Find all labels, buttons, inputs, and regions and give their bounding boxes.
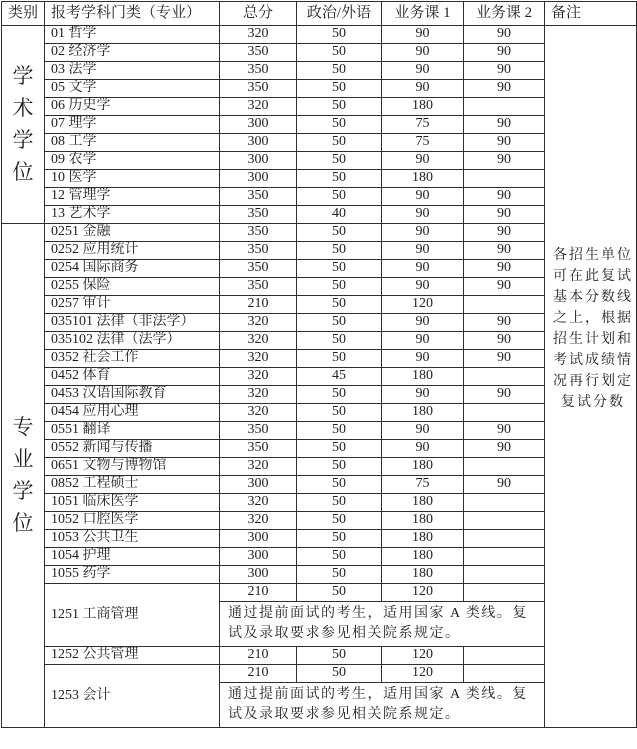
- major-cell: 1253 会计: [45, 665, 220, 728]
- course2-cell: [464, 296, 545, 314]
- politics-foreign-cell: 50: [297, 260, 382, 278]
- table-row: [2, 386, 637, 404]
- course2-cell: [464, 458, 545, 476]
- major-cell: 1251 工商管理: [45, 584, 220, 647]
- course1-cell: 75: [382, 116, 464, 134]
- course2-cell: 90: [464, 152, 545, 170]
- course1-cell: 75: [382, 134, 464, 152]
- total-cell: 320: [220, 404, 297, 422]
- politics-foreign-cell: 50: [297, 62, 382, 80]
- table-row: [2, 314, 637, 332]
- politics-foreign-cell: 50: [297, 170, 382, 188]
- course1-cell: 90: [382, 62, 464, 80]
- remark-line: 之上，根据: [553, 311, 633, 326]
- total-cell: 320: [220, 494, 297, 512]
- politics-foreign-cell: 50: [297, 98, 382, 116]
- total-cell: 300: [220, 530, 297, 548]
- politics-foreign-cell: 50: [297, 80, 382, 98]
- major-cell: 1052 口腔医学: [45, 512, 220, 530]
- remark-line: 招生计划和: [553, 332, 633, 347]
- course2-cell: 90: [464, 260, 545, 278]
- course2-cell: [464, 170, 545, 188]
- major-cell: 0651 文物与博物馆: [45, 458, 220, 476]
- table-row: [2, 458, 637, 476]
- total-cell: 320: [220, 368, 297, 386]
- course1-cell: 75: [382, 476, 464, 494]
- table-row: [2, 242, 637, 260]
- course2-cell: 90: [464, 26, 545, 44]
- major-cell: 1054 护理: [45, 548, 220, 566]
- table-row: [2, 566, 637, 584]
- remark-line: 可在此复试: [553, 269, 633, 284]
- course2-cell: [464, 98, 545, 116]
- course2-cell: [464, 548, 545, 566]
- course2-cell: [464, 647, 545, 665]
- politics-foreign-cell: 50: [297, 404, 382, 422]
- major-cell: 01 哲学: [45, 26, 220, 44]
- course2-cell: [464, 368, 545, 386]
- total-cell: 300: [220, 170, 297, 188]
- total-cell: 300: [220, 116, 297, 134]
- politics-foreign-cell: 50: [297, 278, 382, 296]
- category-char: 专: [12, 415, 34, 439]
- total-cell: 350: [220, 260, 297, 278]
- total-cell: 320: [220, 314, 297, 332]
- total-cell: 350: [220, 278, 297, 296]
- politics-foreign-cell: 50: [297, 530, 382, 548]
- table-row: [2, 647, 637, 665]
- table-row: [2, 296, 637, 314]
- politics-foreign-cell: 50: [297, 134, 382, 152]
- table-row: [2, 440, 637, 458]
- table-row: [2, 368, 637, 386]
- course1-cell: 180: [382, 548, 464, 566]
- major-cell: 05 文学: [45, 80, 220, 98]
- course1-cell: 180: [382, 566, 464, 584]
- total-cell: 300: [220, 566, 297, 584]
- total-cell: 320: [220, 386, 297, 404]
- total-cell: 320: [220, 458, 297, 476]
- major-cell: 10 医学: [45, 170, 220, 188]
- course2-cell: [464, 404, 545, 422]
- major-cell: 0852 工程硕士: [45, 476, 220, 494]
- major-cell: 13 艺术学: [45, 206, 220, 224]
- politics-foreign-cell: 50: [297, 44, 382, 62]
- major-cell: 03 法学: [45, 62, 220, 80]
- table-row: [2, 332, 637, 350]
- politics-foreign-cell: 50: [297, 224, 382, 242]
- table-row: [2, 476, 637, 494]
- table-row: [2, 665, 637, 683]
- course1-cell: 180: [382, 494, 464, 512]
- table-row: [2, 422, 637, 440]
- total-cell: 350: [220, 440, 297, 458]
- politics-foreign-cell: 40: [297, 206, 382, 224]
- category-cell: [2, 26, 45, 224]
- total-cell: 320: [220, 350, 297, 368]
- major-cell: 0252 应用统计: [45, 242, 220, 260]
- politics-foreign-cell: 50: [297, 386, 382, 404]
- major-cell: 02 经济学: [45, 44, 220, 62]
- politics-foreign-cell: 50: [297, 116, 382, 134]
- course2-cell: 90: [464, 116, 545, 134]
- column-header: 报考学科门类（专业）: [45, 2, 220, 26]
- header-row: [2, 2, 637, 26]
- remark-line: 基本分数线: [553, 290, 633, 305]
- total-cell: 210: [220, 296, 297, 314]
- politics-foreign-cell: 50: [297, 296, 382, 314]
- course1-cell: 90: [382, 26, 464, 44]
- course2-cell: 90: [464, 80, 545, 98]
- course2-cell: 90: [464, 332, 545, 350]
- major-cell: 0551 翻译: [45, 422, 220, 440]
- table-row: [2, 116, 637, 134]
- major-cell: 0255 保险: [45, 278, 220, 296]
- course2-cell: 90: [464, 134, 545, 152]
- course2-cell: [464, 494, 545, 512]
- politics-foreign-cell: 50: [297, 584, 382, 602]
- total-cell: 300: [220, 134, 297, 152]
- remarks-cell: [545, 26, 637, 728]
- major-cell: 1051 临床医学: [45, 494, 220, 512]
- major-cell: 0454 应用心理: [45, 404, 220, 422]
- score-table-body: [2, 26, 637, 728]
- total-cell: 300: [220, 152, 297, 170]
- politics-foreign-cell: 50: [297, 494, 382, 512]
- course1-cell: 180: [382, 170, 464, 188]
- course1-cell: 90: [382, 260, 464, 278]
- politics-foreign-cell: 50: [297, 26, 382, 44]
- table-row: [2, 152, 637, 170]
- total-cell: 210: [220, 584, 297, 602]
- politics-foreign-cell: 50: [297, 350, 382, 368]
- major-cell: 0453 汉语国际教育: [45, 386, 220, 404]
- table-row: [2, 350, 637, 368]
- course2-cell: [464, 512, 545, 530]
- column-header: 政治/外语: [297, 2, 382, 26]
- total-cell: 320: [220, 512, 297, 530]
- table-row: [2, 512, 637, 530]
- score-table: [1, 1, 637, 728]
- total-cell: 350: [220, 44, 297, 62]
- total-cell: 300: [220, 548, 297, 566]
- course2-cell: 90: [464, 62, 545, 80]
- remark-line: 各招生单位: [553, 248, 633, 263]
- prefetch-interview-note-cell: 通过提前面试的考生，适用国家 A 类线。复试及录取要求参见相关院系规定。: [220, 683, 545, 728]
- remark-line: 复试分数: [561, 395, 625, 410]
- politics-foreign-cell: 50: [297, 242, 382, 260]
- table-row: [2, 278, 637, 296]
- major-cell: 035101 法律（非法学）: [45, 314, 220, 332]
- course1-cell: 180: [382, 512, 464, 530]
- politics-foreign-cell: 50: [297, 566, 382, 584]
- course1-cell: 90: [382, 314, 464, 332]
- course1-cell: 180: [382, 368, 464, 386]
- major-cell: 09 农学: [45, 152, 220, 170]
- table-row: [2, 224, 637, 242]
- course2-cell: 90: [464, 224, 545, 242]
- course2-cell: 90: [464, 422, 545, 440]
- course1-cell: 90: [382, 206, 464, 224]
- course2-cell: 90: [464, 206, 545, 224]
- course2-cell: 90: [464, 440, 545, 458]
- politics-foreign-cell: 45: [297, 368, 382, 386]
- table-row: [2, 494, 637, 512]
- politics-foreign-cell: 50: [297, 422, 382, 440]
- course1-cell: 120: [382, 584, 464, 602]
- total-cell: 350: [220, 224, 297, 242]
- major-cell: 1053 公共卫生: [45, 530, 220, 548]
- major-cell: 06 历史学: [45, 98, 220, 116]
- category-char: 位: [12, 160, 34, 184]
- course2-cell: [464, 584, 545, 602]
- course1-cell: 90: [382, 386, 464, 404]
- column-header: 备注: [545, 2, 637, 26]
- total-cell: 320: [220, 332, 297, 350]
- table-row: [2, 170, 637, 188]
- course1-cell: 90: [382, 188, 464, 206]
- course2-cell: 90: [464, 278, 545, 296]
- major-cell: 08 工学: [45, 134, 220, 152]
- politics-foreign-cell: 50: [297, 512, 382, 530]
- prefetch-interview-note-cell: 通过提前面试的考生，适用国家 A 类线。复试及录取要求参见相关院系规定。: [220, 602, 545, 647]
- course1-cell: 90: [382, 332, 464, 350]
- course2-cell: [464, 530, 545, 548]
- major-cell: 0352 社会工作: [45, 350, 220, 368]
- total-cell: 350: [220, 80, 297, 98]
- table-row: [2, 134, 637, 152]
- politics-foreign-cell: 50: [297, 314, 382, 332]
- table-row: [2, 44, 637, 62]
- course2-cell: 90: [464, 188, 545, 206]
- course1-cell: 120: [382, 647, 464, 665]
- table-row: [2, 530, 637, 548]
- category-char: 学: [12, 64, 34, 88]
- table-row: [2, 80, 637, 98]
- politics-foreign-cell: 50: [297, 476, 382, 494]
- course1-cell: 90: [382, 350, 464, 368]
- column-header: 业务课 1: [382, 2, 464, 26]
- total-cell: 320: [220, 98, 297, 116]
- course1-cell: 90: [382, 152, 464, 170]
- total-cell: 300: [220, 476, 297, 494]
- category-char: 术: [12, 96, 34, 120]
- major-cell: 0552 新闻与传播: [45, 440, 220, 458]
- total-cell: 210: [220, 647, 297, 665]
- course1-cell: 180: [382, 404, 464, 422]
- table-row: [2, 98, 637, 116]
- course2-cell: [464, 566, 545, 584]
- major-cell: 1252 公共管理: [45, 647, 220, 665]
- course1-cell: 120: [382, 665, 464, 683]
- table-row: [2, 404, 637, 422]
- major-cell: 0251 金融: [45, 224, 220, 242]
- category-char: 业: [12, 447, 34, 471]
- category-char: 学: [12, 479, 34, 503]
- total-cell: 350: [220, 206, 297, 224]
- course1-cell: 90: [382, 44, 464, 62]
- course1-cell: 90: [382, 422, 464, 440]
- course2-cell: 90: [464, 44, 545, 62]
- table-row: [2, 62, 637, 80]
- total-cell: 350: [220, 422, 297, 440]
- major-cell: 1055 药学: [45, 566, 220, 584]
- politics-foreign-cell: 50: [297, 458, 382, 476]
- course2-cell: 90: [464, 314, 545, 332]
- total-cell: 320: [220, 26, 297, 44]
- course1-cell: 90: [382, 80, 464, 98]
- politics-foreign-cell: 50: [297, 440, 382, 458]
- politics-foreign-cell: 50: [297, 152, 382, 170]
- column-header: 类别: [2, 2, 45, 26]
- remark-line: 考试成绩情: [553, 353, 633, 368]
- category-char: 位: [12, 511, 34, 535]
- column-header: 总分: [220, 2, 297, 26]
- course1-cell: 180: [382, 458, 464, 476]
- major-cell: 0452 体育: [45, 368, 220, 386]
- table-row: [2, 26, 637, 44]
- column-header: 业务课 2: [464, 2, 545, 26]
- politics-foreign-cell: 50: [297, 647, 382, 665]
- course1-cell: 120: [382, 296, 464, 314]
- course1-cell: 90: [382, 242, 464, 260]
- major-cell: 12 管理学: [45, 188, 220, 206]
- major-cell: 0254 国际商务: [45, 260, 220, 278]
- table-row: [2, 584, 637, 602]
- category-char: 学: [12, 128, 34, 152]
- major-cell: 0257 审计: [45, 296, 220, 314]
- total-cell: 210: [220, 665, 297, 683]
- total-cell: 350: [220, 242, 297, 260]
- course1-cell: 90: [382, 278, 464, 296]
- course1-cell: 180: [382, 98, 464, 116]
- politics-foreign-cell: 50: [297, 548, 382, 566]
- politics-foreign-cell: 50: [297, 188, 382, 206]
- major-cell: 07 理学: [45, 116, 220, 134]
- politics-foreign-cell: 50: [297, 332, 382, 350]
- table-row: [2, 260, 637, 278]
- total-cell: 350: [220, 188, 297, 206]
- category-cell: [2, 224, 45, 728]
- course2-cell: 90: [464, 350, 545, 368]
- course1-cell: 90: [382, 224, 464, 242]
- course2-cell: 90: [464, 476, 545, 494]
- course1-cell: 90: [382, 440, 464, 458]
- major-cell: 035102 法律（法学）: [45, 332, 220, 350]
- course2-cell: 90: [464, 242, 545, 260]
- table-row: [2, 188, 637, 206]
- course2-cell: 90: [464, 386, 545, 404]
- total-cell: 350: [220, 62, 297, 80]
- course1-cell: 180: [382, 530, 464, 548]
- table-row: [2, 206, 637, 224]
- politics-foreign-cell: 50: [297, 665, 382, 683]
- table-row: [2, 548, 637, 566]
- remark-line: 况再行划定: [553, 374, 633, 389]
- course2-cell: [464, 665, 545, 683]
